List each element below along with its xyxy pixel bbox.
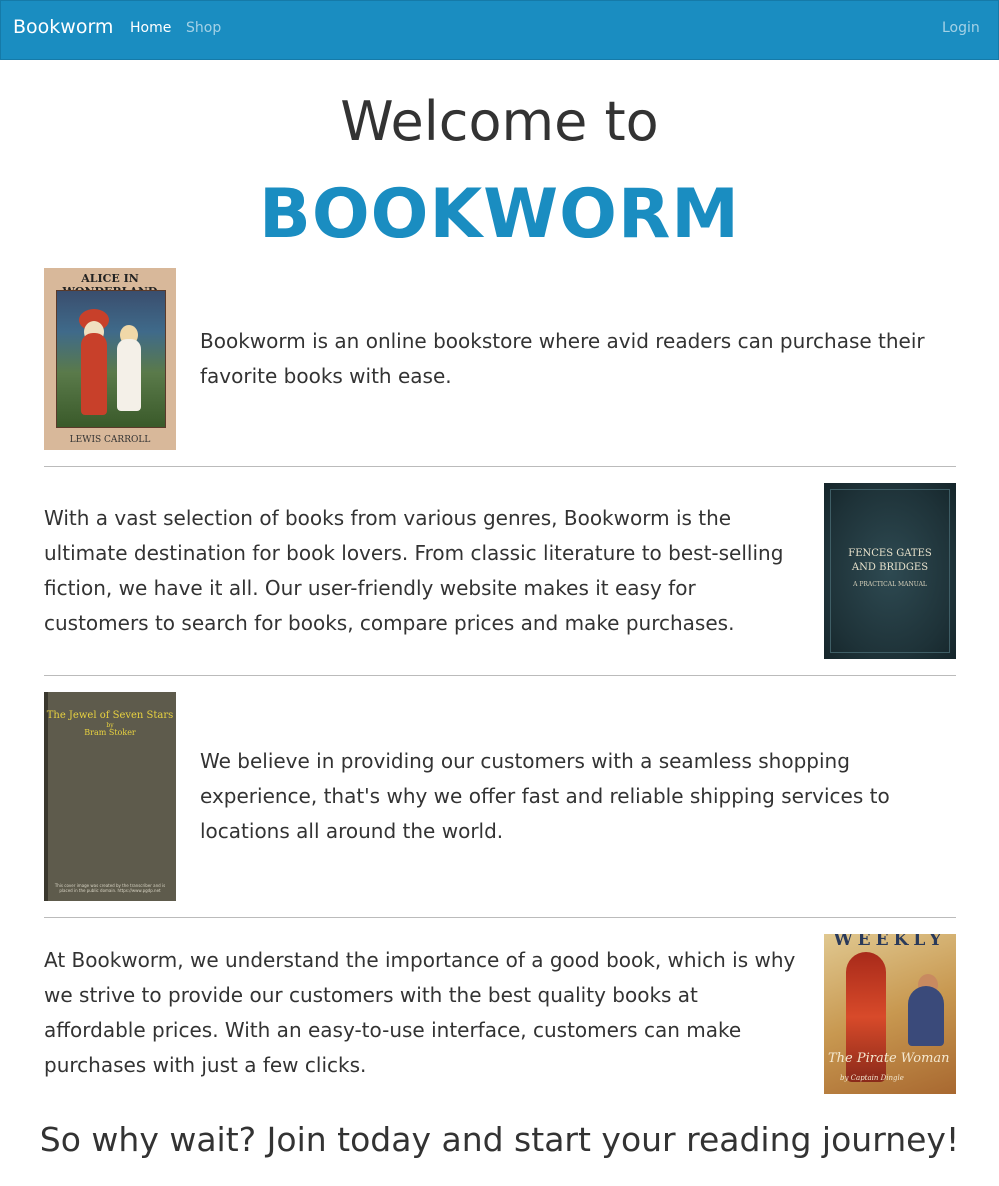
book-cover-jewel [44, 692, 176, 901]
cover-title: ALICE IN [81, 272, 139, 285]
book-cover-pirate [824, 934, 956, 1094]
navbar [0, 0, 999, 60]
cover-by: by [106, 722, 114, 729]
brand-heading: BOOKWORM [259, 175, 740, 254]
welcome-heading: Welcome to [340, 90, 659, 153]
cover-author: LEWIS CARROLL [69, 435, 151, 445]
cover-title: The Pirate Woman [828, 1051, 950, 1066]
cover-subtitle: A PRACTICAL MANUAL [853, 581, 927, 588]
section-text-1: Bookworm is an online bookstore where avid readers can purchase their favorite books with ease. [200, 329, 925, 388]
section-text-4: At Bookworm, we understand the importance of a good book, which is why we strive to provide our customers with the best quality books at affordable prices. With an easy-to-use interface, customers can make purchases with just a few clicks. [44, 948, 796, 1077]
divider [44, 917, 956, 918]
book-cover-fences [824, 483, 956, 659]
illustration-figure [908, 986, 944, 1046]
cover-masthead: WEEKLY [833, 934, 947, 950]
cover-illustration [56, 290, 166, 428]
book-cover-alice [44, 268, 176, 450]
cover-author: Bram Stoker [84, 728, 136, 737]
nav-link-home[interactable]: Home [130, 20, 172, 36]
nav-link-shop[interactable]: Shop [186, 20, 222, 36]
section-text-3: We believe in providing our customers with a seamless shopping experience, that's why we offer fast and reliable shipping services to locations all around the world. [200, 749, 890, 843]
divider [44, 675, 956, 676]
cover-title: The Jewel of Seven Stars [46, 710, 174, 721]
cover-author: by Captain Dingle [840, 1074, 904, 1082]
call-to-action: So why wait? Join today and start your reading journey! [39, 1120, 960, 1159]
cover-footer: This cover image was created by the transcriber and is placed in the public domain. https://www.pgdp.net [54, 883, 166, 893]
section-text-2: With a vast selection of books from various genres, Bookworm is the ultimate destination for book lovers. From classic literature to best-selling fiction, we have it all. Our user-friendly website makes it easy for customers to search for books, compare prices and make purchases. [44, 506, 784, 635]
navbar-brand[interactable]: Bookworm [13, 16, 114, 38]
illustration-figure [117, 339, 141, 411]
nav-link-login[interactable]: Login [942, 20, 980, 36]
illustration-figure [81, 333, 107, 415]
divider [44, 466, 956, 467]
cover-title: FENCES GATES AND BRIDGES [848, 548, 932, 573]
